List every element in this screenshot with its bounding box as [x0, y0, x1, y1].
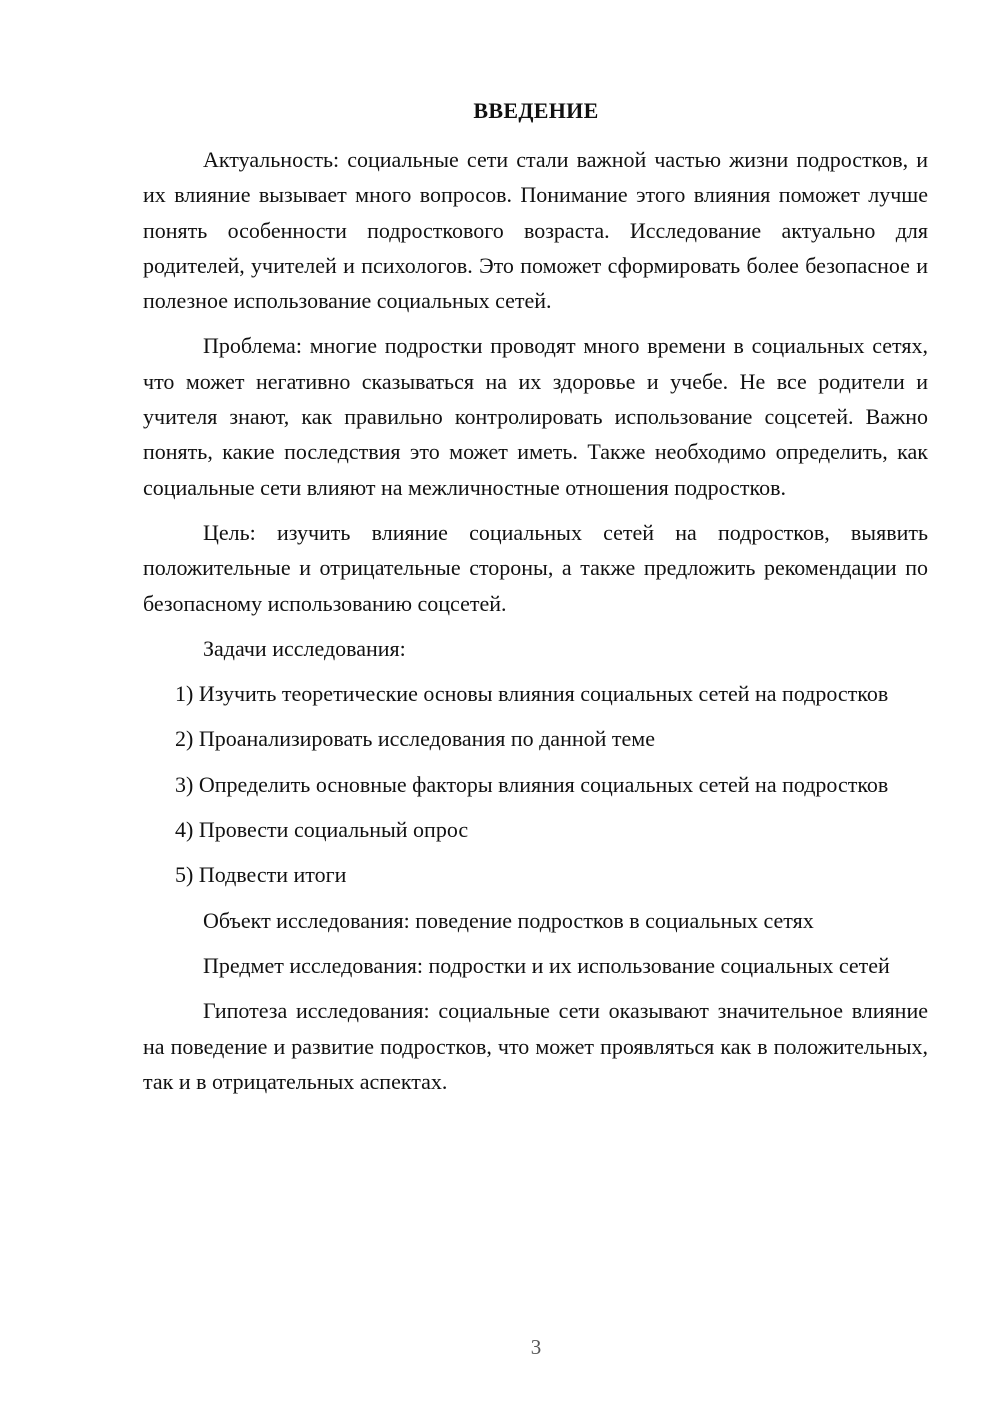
task-list-item: 2) Проанализировать исследования по данной теме [175, 726, 655, 752]
task-list-item: 4) Провести социальный опрос [175, 817, 469, 843]
paragraph-object: Объект исследования: поведение подростков в социальных сетях [203, 907, 814, 933]
paragraph-relevance: Актуальность: социальные сети стали важной частью жизни подростков, и их влияние вызывает много вопросов. Понимание этого влияния поможет лучше понять особенности подросткового возраста. Исследование актуально для родителей, учителей и психологов. Это поможет сформировать более безопасное и полезное использование социальных сетей. [143, 147, 928, 314]
paragraph-subject: Предмет исследования: подростки и их использование социальных сетей [203, 952, 890, 978]
paragraph-problem: Проблема: многие подростки проводят много времени в социальных сетях, что может негативно сказываться на их здоровье и учебе. Не все родители и учителя знают, как правильно контролировать использование соцсетей. Важно понять, какие последствия это может иметь. Также необходимо определить, как социальные сети влияют на межличностные отношения подростков. [143, 333, 928, 500]
section-heading: ВВЕДЕНИЕ [473, 98, 599, 123]
task-list-item: 5) Подвести итоги [175, 862, 347, 888]
task-list-item: 1) Изучить теоретические основы влияния социальных сетей на подростков [175, 681, 889, 707]
page-number: 3 [530, 1335, 542, 1359]
document-body [143, 142, 928, 1099]
paragraph-goal: Цель: изучить влияние социальных сетей на подростков, выявить положительные и отрицательные стороны, а также предложить рекомендации по безопасному использованию соцсетей. [143, 519, 928, 616]
paragraph-tasks-title: Задачи исследования: [203, 635, 406, 661]
task-list-item: 3) Определить основные факторы влияния социальных сетей на подростков [175, 771, 889, 797]
paragraph-hypothesis: Гипотеза исследования: социальные сети оказывают значительное влияние на поведение и развитие подростков, что может проявляться как в положительных, так и в отрицательных аспектах. [143, 998, 928, 1094]
